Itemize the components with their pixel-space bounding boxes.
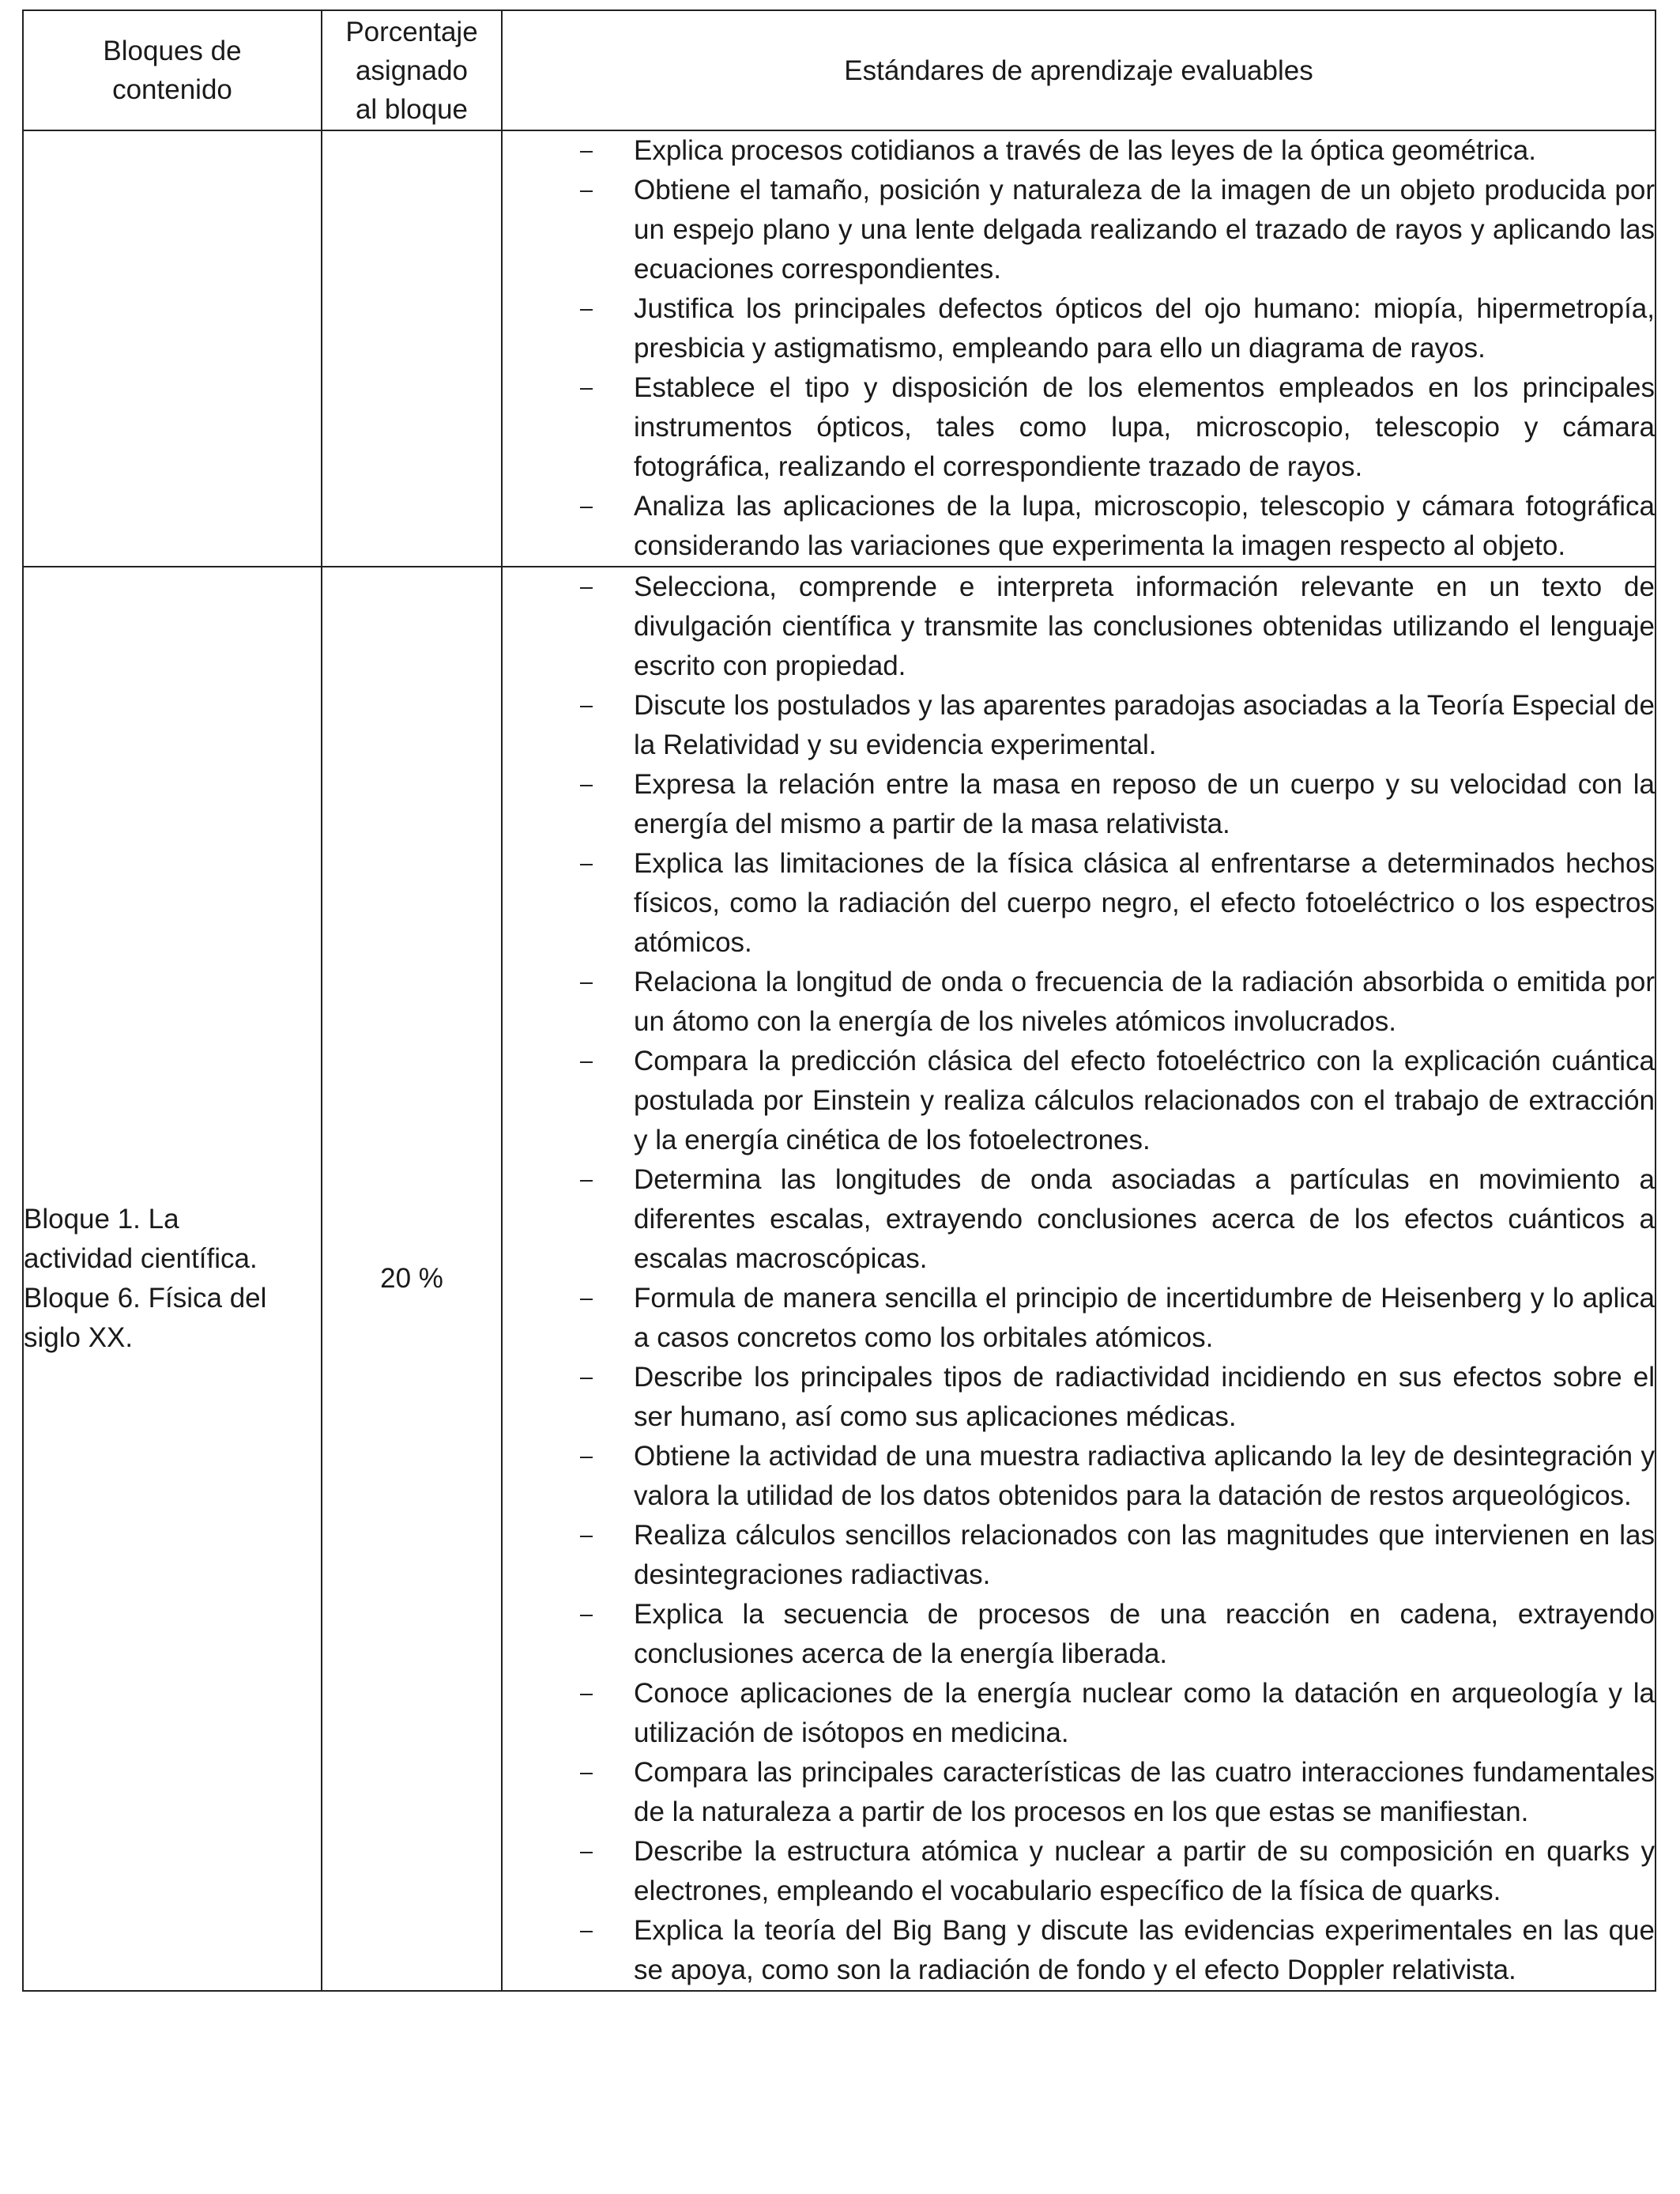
standard-item [503,1753,1655,1832]
standards-list [503,131,1655,566]
standard-item [503,1911,1655,1990]
standard-item [503,1437,1655,1516]
header-blocks-line: Bloques de [103,36,242,66]
standards-table [22,9,1656,1992]
header-percentage [322,10,502,130]
block-line: Bloque 1. La [24,1204,179,1235]
standard-text: Discute los postulados y las aparentes paradojas asociadas a la Teoría Especial de la Relatividad y su evidencia experimental. [634,690,1655,760]
header-blocks-line: contenido [112,74,232,105]
header-standards [502,10,1656,130]
standard-item [503,1832,1655,1911]
standard-item [503,1595,1655,1674]
standard-text: Conoce aplicaciones de la energía nuclear como la datación en arqueología y la utilización de isótopos en medicina. [634,1678,1655,1748]
percentage-cell [322,130,502,567]
percentage-value: 20 % [380,1263,443,1294]
standards-list [503,567,1655,1990]
standard-text: Describe la estructura atómica y nuclear a partir de su composición en quarks y electrones, empleando el vocabulario específico de la física de quarks. [634,1836,1655,1906]
standard-item [503,963,1655,1042]
percentage-cell [322,567,502,1991]
standard-item [503,131,1655,171]
standard-text: Explica la teoría del Big Bang y discute las evidencias experimentales en las que se apoya, como son la radiación de fondo y el efecto Doppler relativista. [634,1915,1655,1985]
standard-text: Explica la secuencia de procesos de una reacción en cadena, extrayendo conclusiones acerca de la energía liberada. [634,1599,1655,1669]
standard-text: Obtiene la actividad de una muestra radiactiva aplicando la ley de desintegración y valora la utilidad de los datos obtenidos para la datación de restos arqueológicos. [634,1441,1655,1511]
standard-item [503,1516,1655,1595]
standard-item [503,171,1655,289]
header-standards-label: Estándares de aprendizaje evaluables [844,55,1313,86]
standard-text: Realiza cálculos sencillos relacionados con las magnitudes que intervienen en las desintegraciones radiactivas. [634,1520,1655,1590]
standard-text: Explica las limitaciones de la física clásica al enfrentarse a determinados hechos físicos, como la radiación del cuerpo negro, el efecto fotoeléctrico o los espectros atómicos. [634,848,1655,958]
standard-item [503,567,1655,686]
standards-cell [502,130,1656,567]
header-blocks [23,10,322,130]
header-percentage-line: al bloque [355,93,469,125]
standard-text: Explica procesos cotidianos a través de las leyes de la óptica geométrica. [634,135,1536,166]
standard-text: Formula de manera sencilla el principio de incertidumbre de Heisenberg y lo aplica a casos concretos como los orbitales atómicos. [634,1283,1655,1353]
block-cell [23,130,322,567]
standard-text: Relaciona la longitud de onda o frecuencia de la radiación absorbida o emitida por un átomo con la energía de los niveles atómicos involucrados. [634,967,1655,1037]
standard-item [503,1358,1655,1437]
standard-text: Describe los principales tipos de radiactividad incidiendo en sus efectos sobre el ser humano, así como sus aplicaciones médicas. [634,1362,1655,1432]
standard-text: Determina las longitudes de onda asociadas a partículas en movimiento a diferentes escalas, extrayendo conclusiones acerca de los efectos cuánticos a escalas macroscópicas. [634,1164,1655,1274]
standard-text: Obtiene el tamaño, posición y naturaleza de la imagen de un objeto producida por un espejo plano y una lente delgada realizando el trazado de rayos y aplicando las ecuaciones correspondientes. [634,175,1655,285]
block-line: siglo XX. [24,1322,134,1353]
standard-text: Justifica los principales defectos ópticos del ojo humano: miopía, hipermetropía, presbicia y astigmatismo, empleando para ello un diagrama de rayos. [634,293,1655,364]
standard-text: Expresa la relación entre la masa en reposo de un cuerpo y su velocidad con la energía del mismo a partir de la masa relativista. [634,769,1655,839]
header-percentage-line: asignado [355,55,469,86]
standard-item [503,289,1655,368]
standard-item [503,1042,1655,1160]
standard-item [503,1279,1655,1358]
standard-text: Compara las principales características de las cuatro interacciones fundamentales de la naturaleza a partir de los procesos en los que estas se manifiestan. [634,1757,1655,1827]
standard-text: Establece el tipo y disposición de los elementos empleados en los principales instrumentos ópticos, tales como lupa, microscopio, telescopio y cámara fotográfica, realizando el correspondiente trazado de rayos. [634,372,1655,482]
header-row [23,10,1656,130]
standard-text: Compara la predicción clásica del efecto fotoeléctrico con la explicación cuántica postulada por Einstein y realiza cálculos relacionados con el trabajo de extracción y la energía cinética de los fotoelectrones. [634,1046,1655,1155]
standard-text: Selecciona, comprende e interpreta información relevante en un texto de divulgación científica y transmite las conclusiones obtenidas utilizando el lenguaje escrito con propiedad. [634,571,1655,681]
header-percentage-line: Porcentaje [345,16,478,47]
block-cell [23,567,322,1991]
block-line: actividad científica. [24,1243,258,1274]
standard-item [503,686,1655,765]
standards-cell [502,567,1656,1991]
standard-item [503,487,1655,566]
standard-text: Analiza las aplicaciones de la lupa, microscopio, telescopio y cámara fotográfica considerando las variaciones que experimenta la imagen respecto al objeto. [634,491,1655,561]
standard-item [503,368,1655,487]
table-row [23,567,1656,1991]
table-row [23,130,1656,567]
standard-item [503,1160,1655,1279]
standard-item [503,1674,1655,1753]
block-line: Bloque 6. Física del [24,1283,267,1314]
standard-item [503,765,1655,844]
standard-item [503,844,1655,963]
